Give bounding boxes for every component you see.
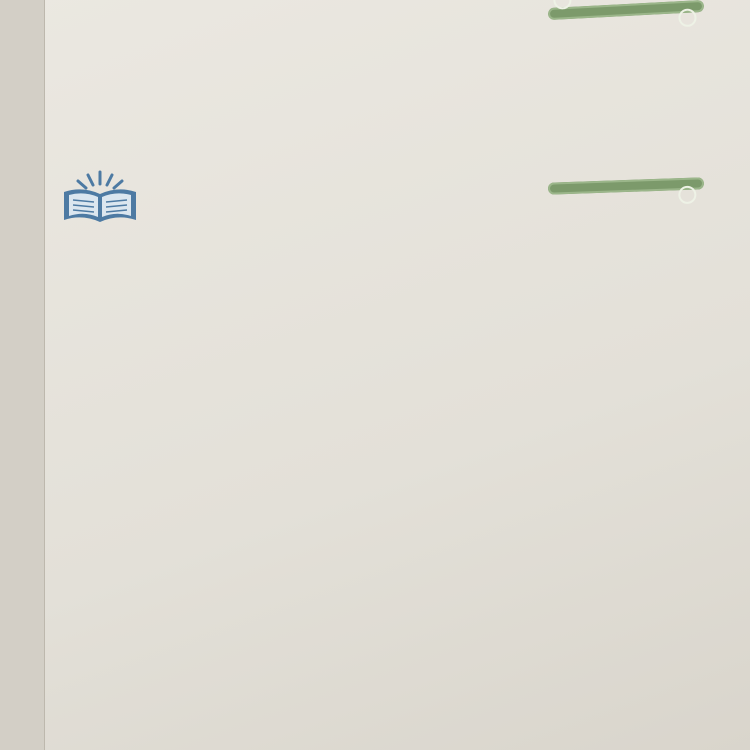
swirl-icon (678, 8, 697, 27)
exercise-header (58, 168, 528, 228)
swirl-icon (678, 186, 697, 205)
previous-page-edge (0, 0, 45, 750)
swirl-icon (553, 0, 572, 10)
badge-word (564, 184, 674, 188)
open-book-icon (58, 168, 142, 224)
badge-word (564, 184, 674, 188)
badge-word (564, 7, 674, 13)
badge-word (564, 7, 674, 13)
vocabulary-badge-1 (548, 0, 704, 20)
vocabulary-badge-2 (548, 177, 704, 194)
